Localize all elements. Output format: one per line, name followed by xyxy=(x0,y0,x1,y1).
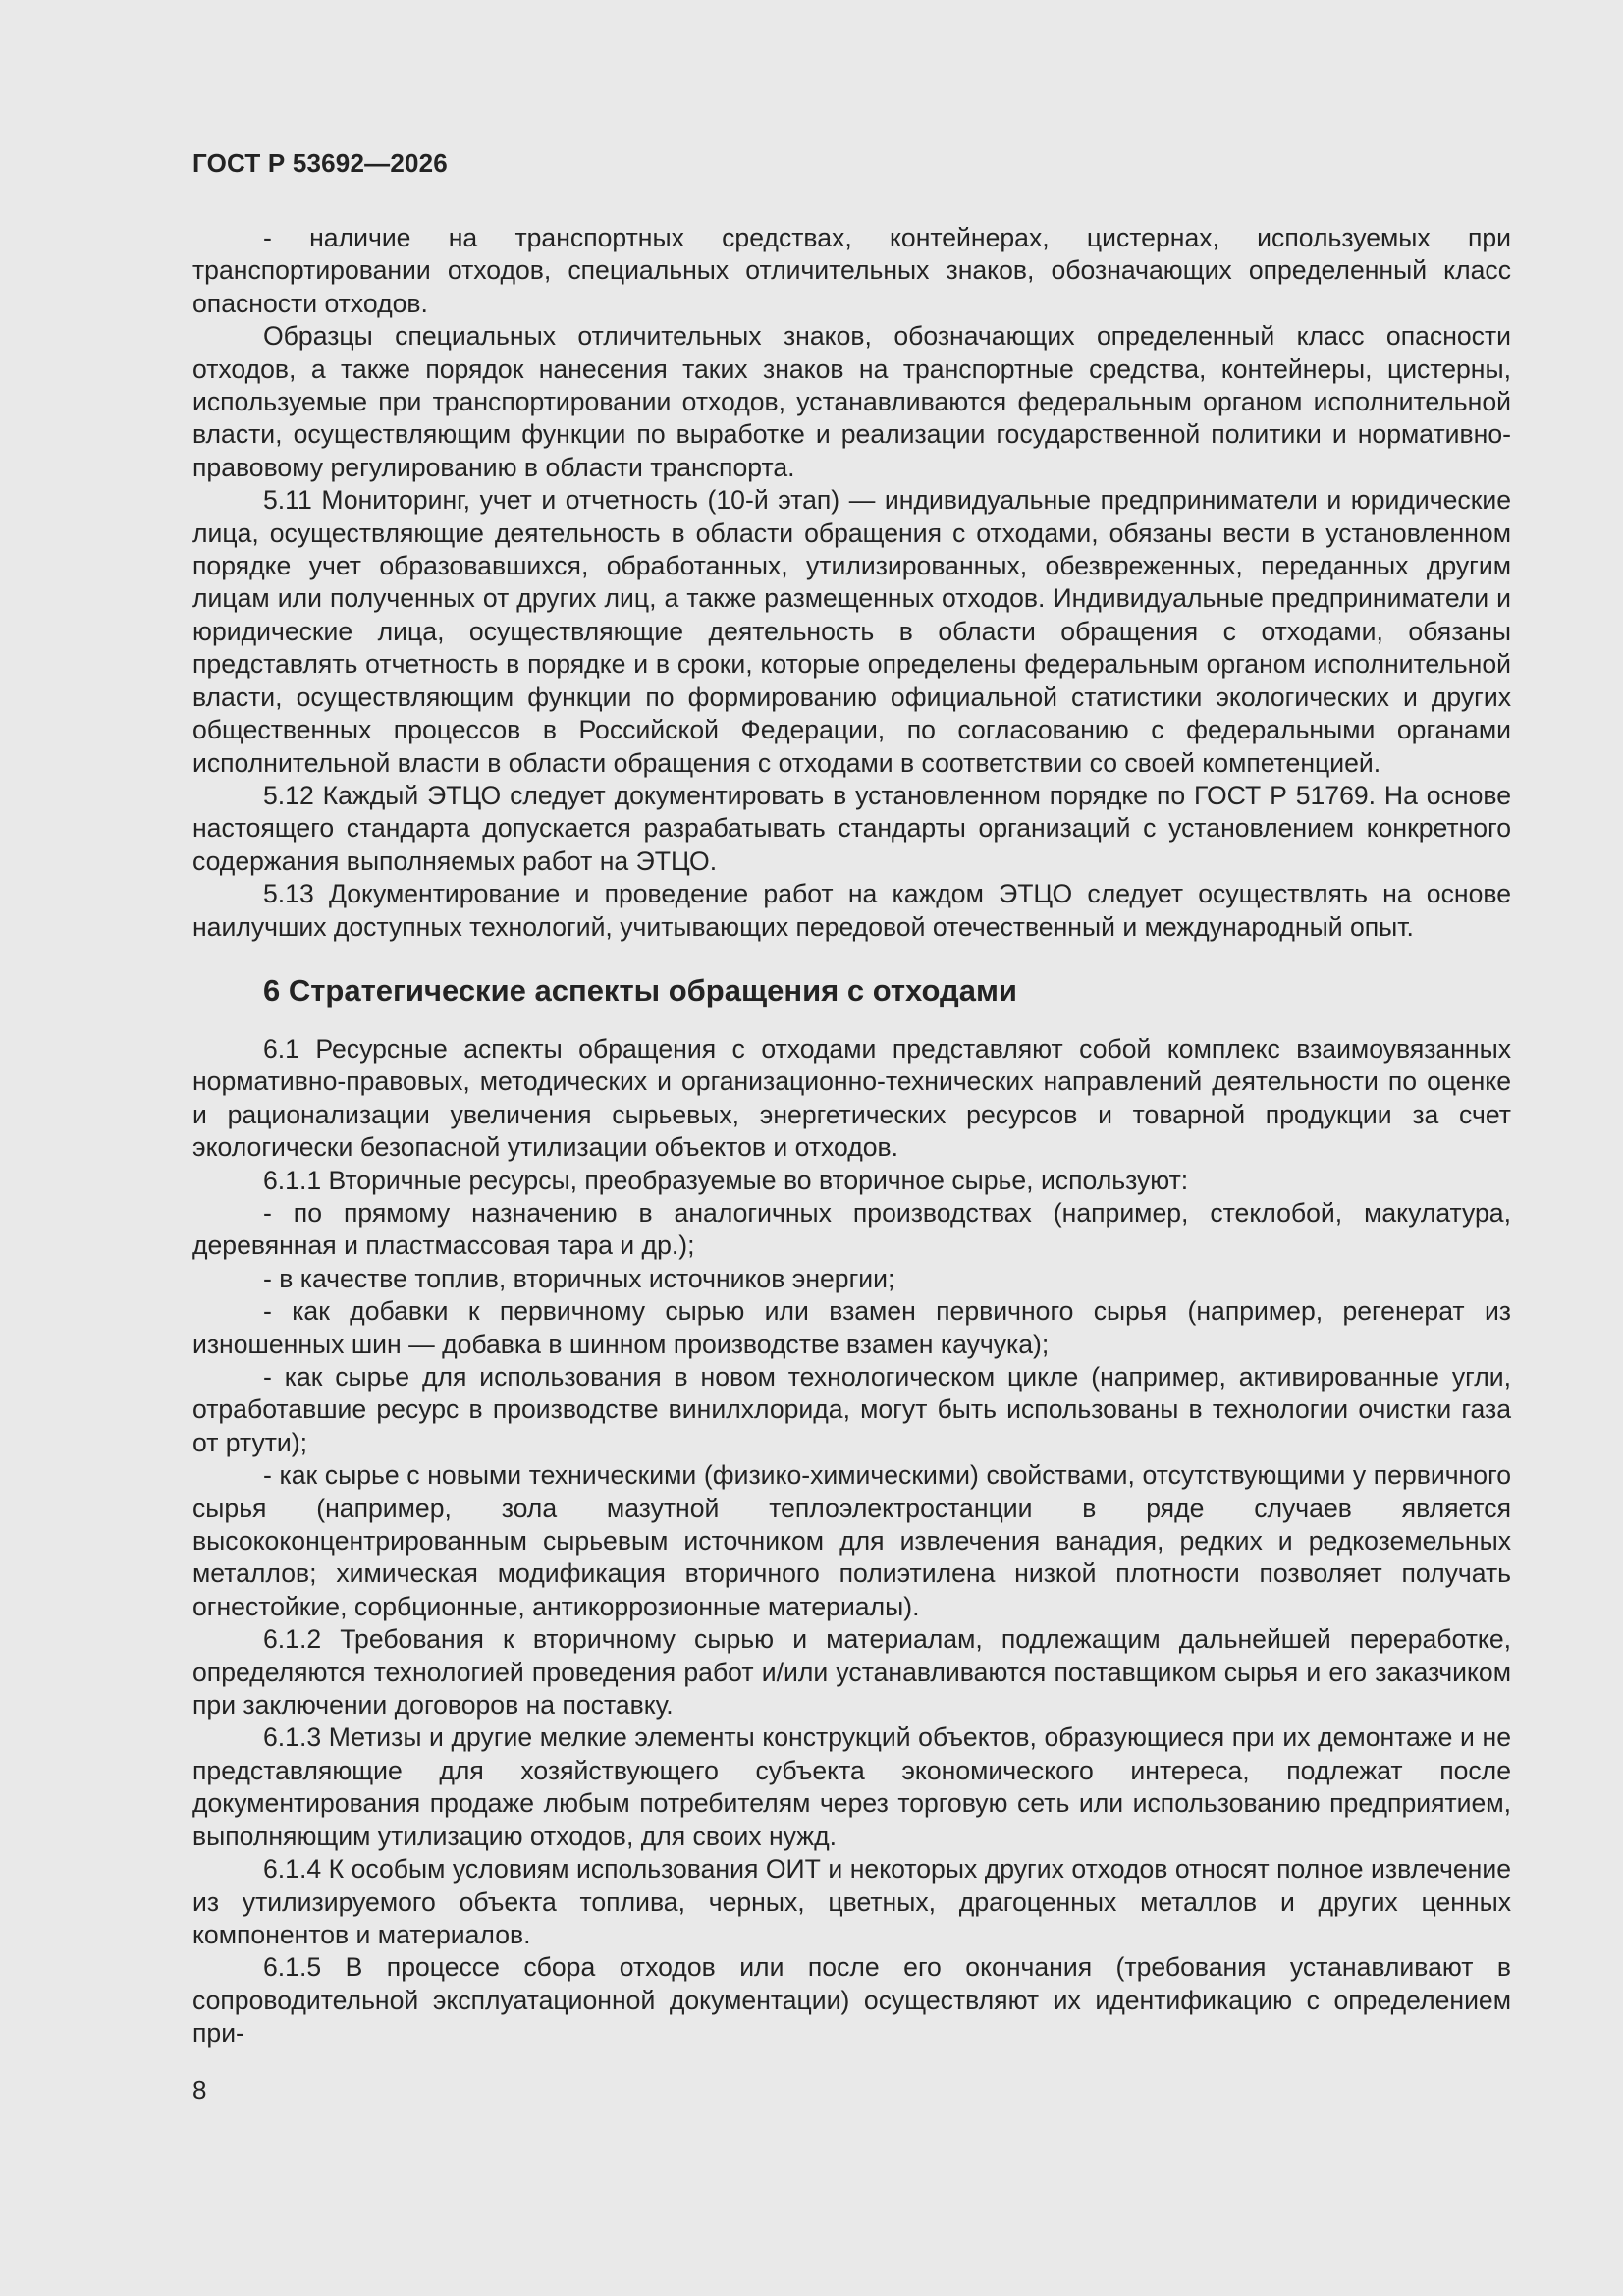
paragraph-5-13: 5.13 Документирование и проведение работ на каждом ЭТЦО следует осуществлять на основе наилучших доступных технологий, учитывающих передовой отечественный и международный опыт. xyxy=(192,879,1511,942)
paragraph-6-1-4: 6.1.4 К особым условиям использования ОИТ и некоторых других отходов относят полное извлечение из утилизируемого объекта топлива, черных, цветных, драгоценных металлов и других ценных компонентов и материалов. xyxy=(192,1854,1511,1949)
list-item: - как сырье с новыми техническими (физико-химическими) свойствами, отсутствующими у первичного сырья (например, зола мазутной теплоэлектростанции в ряде случаев является высококонцентрированным сырьевым источником для извлечения ванадия, редких и редкоземельных металлов; химическая модификация вторичного полиэтилена низкой плотности позволяет получать огнестойкие, сорбционные, антикоррозионные материалы). xyxy=(192,1460,1511,1621)
page-number: 8 xyxy=(192,2075,207,2105)
paragraph-5-11: 5.11 Мониторинг, учет и отчетность (10-й этап) — индивидуальные предприниматели и юридические лица, осуществляющие деятельность в области обращения с отходами, обязаны вести в установленном порядке учет образовавшихся, обработанных, утилизированных, обезвреженных, переданных другим лицам или полученных от других лиц, а также размещенных отходов. Индивидуальные предприниматели и юридические лица, осуществляющие деятельность в области обращения с отходами, обязаны представлять отчетность в порядке и в сроки, которые определены федеральным органом исполнительной власти, осуществляющим функции по формированию официальной статистики экологических и других общественных процессов в Российской Федерации, по согласованию с федеральными органами исполнительной власти в области обращения с отходами в соответствии со своей компетенцией. xyxy=(192,485,1511,778)
list-item: - в качестве топлив, вторичных источников энергии; xyxy=(263,1263,895,1293)
list-item: - как сырье для использования в новом технологическом цикле (например, активированные угли, отработавшие ресурс в производстве винилхлорида, могут быть использованы в технологии очистки газа от ртути); xyxy=(192,1362,1511,1457)
document-header: ГОСТ Р 53692—2026 xyxy=(192,148,448,178)
paragraph: - наличие на транспортных средствах, контейнерах, цистернах, используемых при транспортировании отходов, специальных отличительных знаков, обозначающих определенный класс опасности отходов. xyxy=(192,223,1511,318)
paragraph-6-1-1: 6.1.1 Вторичные ресурсы, преобразуемые во вторичное сырье, используют: xyxy=(263,1165,1189,1195)
document-body xyxy=(192,222,1511,2050)
list-item: - по прямому назначению в аналогичных производствах (например, стеклобой, макулатура, деревянная и пластмассовая тара и др.); xyxy=(192,1197,1511,1261)
section-heading: 6 Стратегические аспекты обращения с отходами xyxy=(263,972,1017,1008)
paragraph: Образцы специальных отличительных знаков, обозначающих определенный класс опасности отходов, а также порядок нанесения таких знаков на транспортные средства, контейнеры, цистерны, используемые при транспортировании отходов, устанавливаются федеральным органом исполнительной власти, осуществляющим функции по выработке и реализации государственной политики и нормативно-правовому регулированию в области транспорта. xyxy=(192,321,1511,482)
paragraph-6-1-3: 6.1.3 Метизы и другие мелкие элементы конструкций объектов, образующиеся при их демонтаже и не представляющие для хозяйствующего субъекта экономического интереса, подлежат после документирования продаже любым потребителям через торговую сеть или использованию предприятием, выполняющим утилизацию отходов, для своих нужд. xyxy=(192,1722,1511,1851)
paragraph-6-1-2: 6.1.2 Требования к вторичному сырью и материалам, подлежащим дальнейшей переработке, определяются технологией проведения работ и/или устанавливаются поставщиком сырья и его заказчиком при заключении договоров на поставку. xyxy=(192,1624,1511,1721)
list-item: - как добавки к первичному сырью или взамен первичного сырья (например, регенерат из изношенных шин — добавка в шинном производстве взамен каучука); xyxy=(192,1296,1511,1359)
paragraph-5-12: 5.12 Каждый ЭТЦО следует документировать в установленном порядке по ГОСТ Р 51769. На основе настоящего стандарта допускается разрабатывать стандарты организаций с установлением конкретного содержания выполняемых работ на ЭТЦО. xyxy=(192,780,1511,876)
paragraph-6-1: 6.1 Ресурсные аспекты обращения с отходами представляют собой комплекс взаимоувязанных нормативно-правовых, методических и организационно-технических направлений деятельности по оценке и рационализации увеличения сырьевых, энергетических ресурсов и товарной продукции за счет экологически безопасной утилизации объектов и отходов. xyxy=(192,1033,1511,1163)
paragraph-6-1-5: 6.1.5 В процессе сбора отходов или после его окончания (требования устанавливают в сопроводительной эксплуатационной документации) осуществляют их идентификацию с определением при- xyxy=(192,1952,1511,2049)
